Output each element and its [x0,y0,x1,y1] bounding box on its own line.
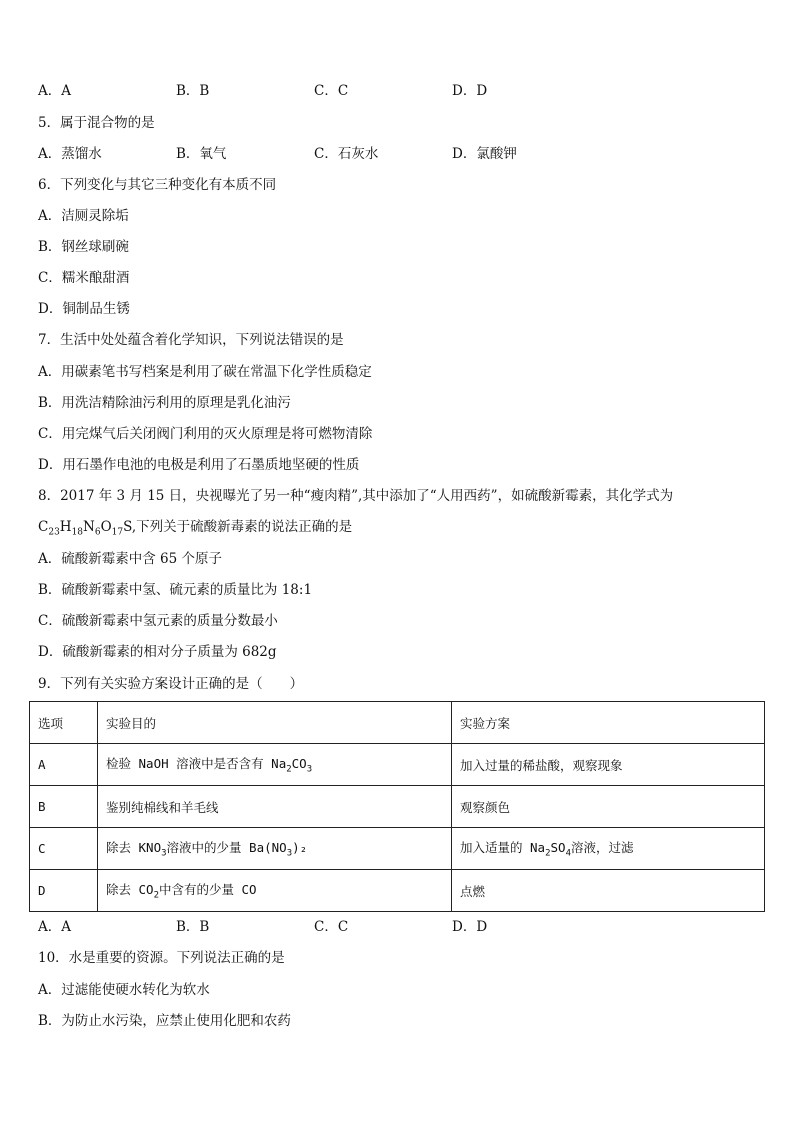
q9-option-a: A．A [38,919,71,935]
q9-options [38,918,590,936]
q10-stem: 10．水是重要的资源。下列说法正确的是 [38,950,285,966]
q9-option-c: C．C [314,919,349,935]
q6-stem: 6．下列变化与其它三种变化有本质不同 [38,177,277,193]
q4-option-d: D．D [452,83,488,99]
q8-option-a: A．硫酸新霉素中含 65 个原子 [38,551,223,567]
table-row: B 鉴别纯棉线和羊毛线 观察颜色 [30,786,765,828]
q5-stem: 5．属于混合物的是 [38,115,155,131]
q5-option-b: B．氧气 [176,146,227,162]
q7-stem: 7．生活中处处蕴含着化学知识，下列说法错误的是 [38,332,344,348]
q10-option-a: A．过滤能使硬水转化为软水 [38,982,210,998]
q7-option-d: D．用石墨作电池的电极是利用了石墨质地坚硬的性质 [38,457,360,473]
q4-option-c: C．C [314,83,349,99]
header-goal: 实验目的 [98,702,452,744]
q8-stem-line2: $C_{23}H_{18}N_6O_{17}S$,下列关于硫酸新毒素的说法正确的是 [38,519,353,538]
q10-option-b: B．为防止水污染，应禁止使用化肥和农药 [38,1013,291,1029]
header-plan: 实验方案 [452,702,765,744]
q8-option-c: C．硫酸新霉素中氢元素的质量分数最小 [38,613,278,629]
q5-option-d: D．氯酸钾 [452,146,517,162]
q5-option-a: A．蒸馏水 [38,146,102,162]
table-row: D 除去 $CO_2$中含有的少量 CO 点燃 [30,870,765,912]
q4-option-a: A．A [38,83,71,99]
q9-option-d: D．D [452,919,488,935]
q9-stem: 9．下列有关实验方案设计正确的是（ ） [38,676,304,692]
q4-option-b: B．B [176,83,210,99]
header-option: 选项 [30,702,98,744]
q4-options [38,82,590,100]
table-header-row [30,702,765,744]
q8-stem-line1: 8．2017 年 3 月 15 日，央视曝光了另一种“瘦肉精”,其中添加了“人用西药”，如硫酸新霉素，其化学式为 [38,488,674,504]
table-row: A 检验 NaOH 溶液中是否含有 $Na_2CO_3$ 加入过量的稀盐酸，观察现象 [30,744,765,786]
q5-option-c: C．石灰水 [314,146,379,162]
q9-table [29,701,765,912]
q8-formula: $C_{23}H_{18}N_6O_{17}S$ [38,519,132,538]
q9-option-b: B．B [176,919,210,935]
q6-option-d: D．铜制品生锈 [38,301,130,317]
q7-option-b: B．用洗洁精除油污利用的原理是乳化油污 [38,395,291,411]
q8-option-b: B．硫酸新霉素中氢、硫元素的质量比为 18:1 [38,582,313,598]
table-row: C 除去 $KNO_3$溶液中的少量 $Ba(NO_3)_2$ 加入适量的 $Na_2SO_4$溶液，过滤 [30,828,765,870]
q7-option-a: A．用碳素笔书写档案是利用了碳在常温下化学性质稳定 [38,364,372,380]
q6-option-a: A．洁厕灵除垢 [38,208,129,224]
q6-option-b: B．钢丝球刷碗 [38,239,129,255]
q7-option-c: C．用完煤气后关闭阀门利用的灭火原理是将可燃物清除 [38,426,373,442]
q8-option-d: D．硫酸新霉素的相对分子质量为 682g [38,644,277,660]
q5-options [38,145,590,163]
q6-option-c: C．糯米酿甜酒 [38,270,130,286]
